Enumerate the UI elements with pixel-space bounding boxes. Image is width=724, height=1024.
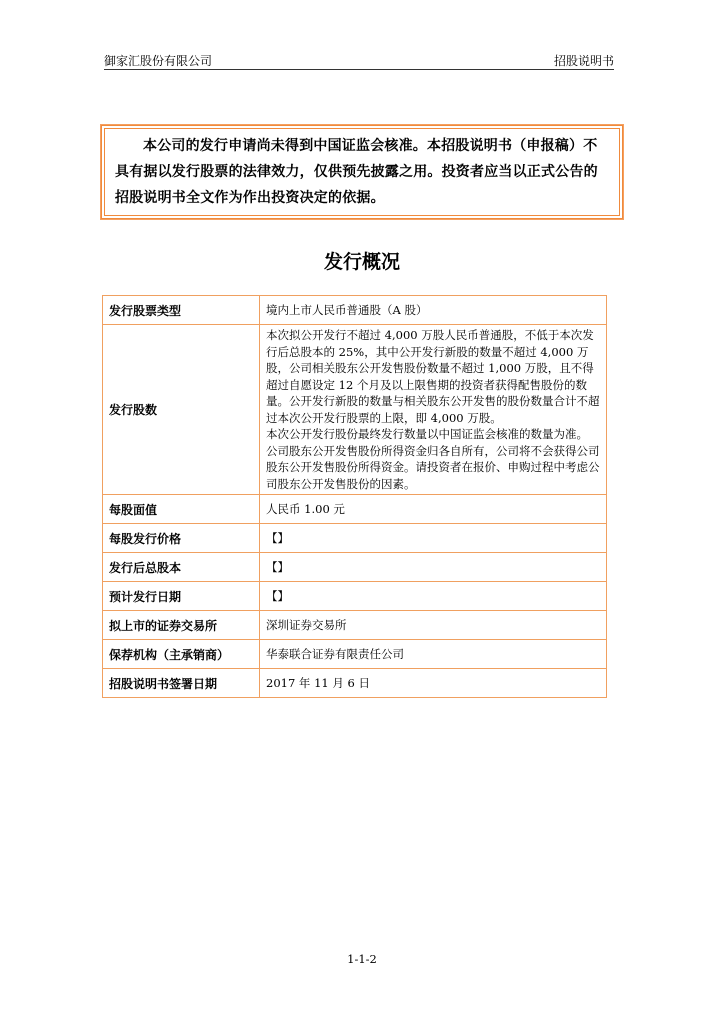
row-value: 2017 年 11 月 6 日 xyxy=(260,669,607,698)
row-label: 预计发行日期 xyxy=(103,582,260,611)
row-label: 每股发行价格 xyxy=(103,524,260,553)
table-row xyxy=(103,669,607,698)
table-row xyxy=(103,582,607,611)
page-header xyxy=(104,52,614,68)
row-value: 【】 xyxy=(260,553,607,582)
row-label: 招股说明书签署日期 xyxy=(103,669,260,698)
document-type: 招股说明书 xyxy=(553,54,614,68)
table-row xyxy=(103,495,607,524)
row-value: 深圳证券交易所 xyxy=(260,611,607,640)
row-label: 发行股数 xyxy=(103,325,260,495)
row-label: 每股面值 xyxy=(103,495,260,524)
row-label: 保荐机构（主承销商） xyxy=(103,640,260,669)
table-row xyxy=(103,640,607,669)
disclaimer-box xyxy=(101,125,623,219)
row-label: 发行后总股本 xyxy=(103,553,260,582)
table-row xyxy=(103,524,607,553)
row-value: 境内上市人民币普通股（A 股） xyxy=(260,296,607,325)
table-row xyxy=(103,611,607,640)
table-row xyxy=(103,325,607,495)
section-title: 发行概况 xyxy=(323,251,400,273)
table-row xyxy=(103,296,607,325)
row-value: 【】 xyxy=(260,524,607,553)
row-label: 发行股票类型 xyxy=(103,296,260,325)
shares-paragraph: 本次拟公开发行不超过 4,000 万股人民币普通股，不低于本次发行后总股本的 25%，其中公开发行新股的数量不超过 4,000 万股，公司相关股东公开发售股份数量不超过 1,000 万股，且不得超过自愿设定 12 个月及以上限售期的投资者获得配售股份的数量。公开发行新股的数量与相关股东公开发售的股份数量合计不超过本次公开发行股票的上限，即 4,000 万股。 xyxy=(266,328,600,425)
row-value xyxy=(260,325,607,495)
row-value: 【】 xyxy=(260,582,607,611)
header-divider xyxy=(104,69,614,70)
row-label: 拟上市的证券交易所 xyxy=(103,611,260,640)
row-value: 人民币 1.00 元 xyxy=(260,495,607,524)
row-value: 华泰联合证券有限责任公司 xyxy=(260,640,607,669)
page-number: 1-1-2 xyxy=(347,952,377,966)
company-name: 御家汇股份有限公司 xyxy=(104,54,213,68)
shares-paragraph: 公司股东公开发售股份所得资金归各自所有，公司将不会获得公司股东公开发售股份所得资金。请投资者在报价、申购过程中考虑公司股东公开发售股份的因素。 xyxy=(266,443,600,491)
shares-paragraph: 本次公开发行股份最终发行数量以中国证监会核准的数量为准。 xyxy=(266,427,588,441)
disclaimer-text: 本公司的发行申请尚未得到中国证监会核准。本招股说明书（申报稿）不具有据以发行股票的法律效力，仅供预先披露之用。投资者应当以正式公告的招股说明书全文作为作出投资决定的依据。 xyxy=(115,138,598,206)
offering-summary-table xyxy=(102,295,607,698)
table-row xyxy=(103,553,607,582)
